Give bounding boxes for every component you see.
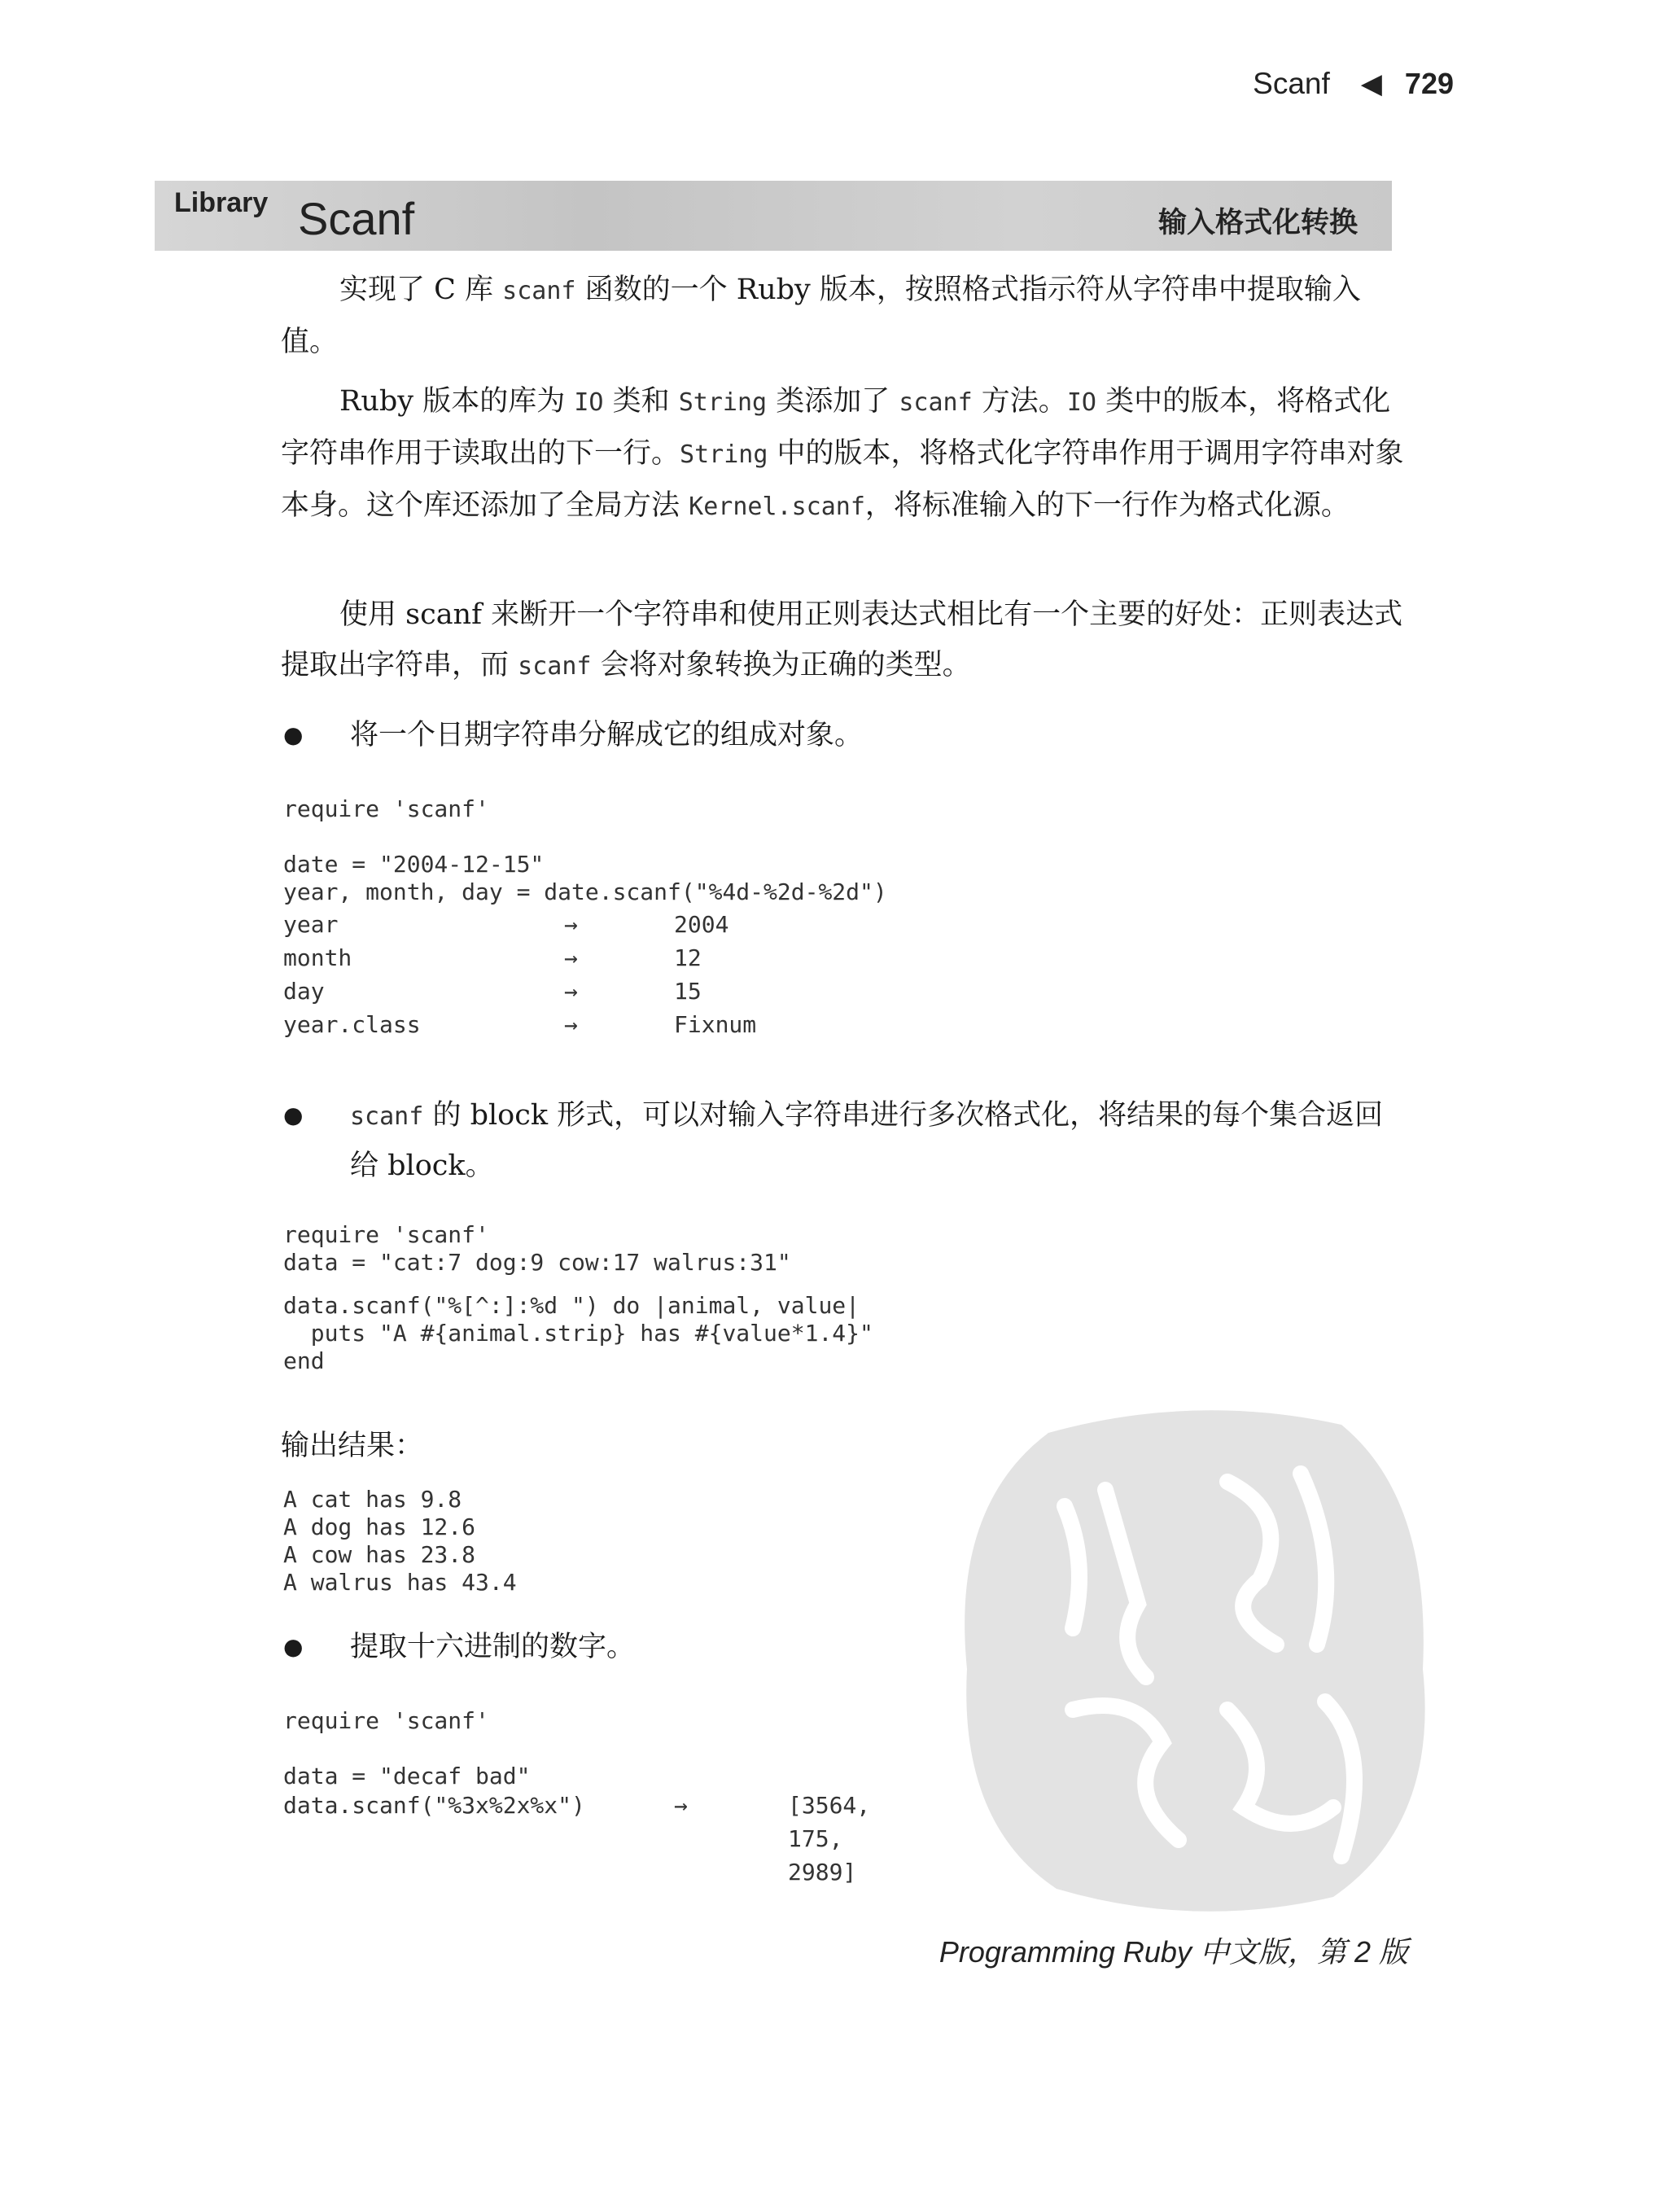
arrow-icon: → xyxy=(564,978,578,1005)
library-banner xyxy=(155,181,1392,251)
code-line: data = "decaf bad" xyxy=(283,1763,531,1789)
bullet-dot-icon: ● xyxy=(283,721,304,748)
footer-book-title: Programming Ruby 中文版，第 2 版 xyxy=(939,1935,1408,1969)
output-line: A walrus has 43.4 xyxy=(283,1569,517,1596)
library-label: Library xyxy=(174,187,269,218)
library-subtitle: 输入格式化转换 xyxy=(1157,207,1358,239)
output-line: A dog has 12.6 xyxy=(283,1513,476,1540)
arrow-icon: → xyxy=(564,1011,578,1038)
code-line: require 'scanf' xyxy=(283,1221,489,1248)
seal-stamp-icon xyxy=(951,1400,1439,1921)
code-line: date = "2004-12-15" xyxy=(283,851,545,878)
output-line: A cat has 9.8 xyxy=(283,1486,462,1513)
running-head xyxy=(1253,67,1454,101)
bullet-dot-icon: ● xyxy=(283,1633,304,1660)
arrow-icon: → xyxy=(674,1792,688,1819)
code-block-date xyxy=(283,795,887,906)
code-line: require 'scanf' xyxy=(283,795,489,822)
code-block-scanf-block xyxy=(283,1221,791,1277)
code-line: end xyxy=(283,1347,325,1374)
code-line: data = "cat:7 dog:9 cow:17 walrus:31" xyxy=(283,1249,791,1276)
library-title: Scanf xyxy=(298,193,415,244)
bullet-dot-icon: ● xyxy=(283,1102,304,1128)
code-line: require 'scanf' xyxy=(283,1707,489,1734)
code-line: data.scanf("%[^:]:%d ") do |animal, value| xyxy=(283,1292,860,1319)
section-name: Scanf xyxy=(1253,67,1330,100)
output-line: A cow has 23.8 xyxy=(283,1541,476,1568)
left-triangle-icon: ◀ xyxy=(1360,68,1382,99)
code-line: year, month, day = date.scanf("%4d-%2d-%2d") xyxy=(283,878,887,905)
arrow-icon: → xyxy=(564,944,578,971)
code-line: puts "A #{animal.strip} has #{value*1.4}" xyxy=(283,1320,873,1347)
bullet-block-form: ● scanf 的 block 形式，可以对输入字符串进行多次格式化，将结果的每个集合返回给 block。 xyxy=(283,1091,1407,1190)
intro-paragraph-3: 使用 scanf 来断开一个字符串和使用正则表达式相比有一个主要的好处：正则表达式提取出字符串，而 scanf 会将对象转换为正确的类型。 xyxy=(281,598,1403,681)
code-block-hex xyxy=(283,1707,530,1790)
intro-paragraph-2: Ruby 版本的库为 IO 类和 String 类添加了 scanf 方法。IO 类中的版本，将格式化字符串作用于读取出的下一行。String 中的版本，将格式化字符串作用于调用字符串对象本身。这个库还添加了全局方法 Kernel.scanf，将标准输入的下一行作为格式化源。 xyxy=(281,385,1404,522)
code-line xyxy=(283,1735,530,1763)
code-line xyxy=(283,823,887,851)
output-label: 输出结果： xyxy=(281,1430,424,1462)
bullet-hex: ● 提取十六进制的数字。 xyxy=(283,1623,1407,1671)
code-block-scanf-loop xyxy=(283,1292,873,1375)
bullet-date: ● 将一个日期字符串分解成它的组成对象。 xyxy=(283,711,1407,760)
page-number: 729 xyxy=(1404,67,1454,100)
output-block xyxy=(283,1486,517,1597)
intro-paragraph-1: 实现了 C 库 scanf 函数的一个 Ruby 版本，按照格式指示符从字符串中提取输入值。 xyxy=(281,274,1361,358)
arrow-icon: → xyxy=(564,911,578,938)
